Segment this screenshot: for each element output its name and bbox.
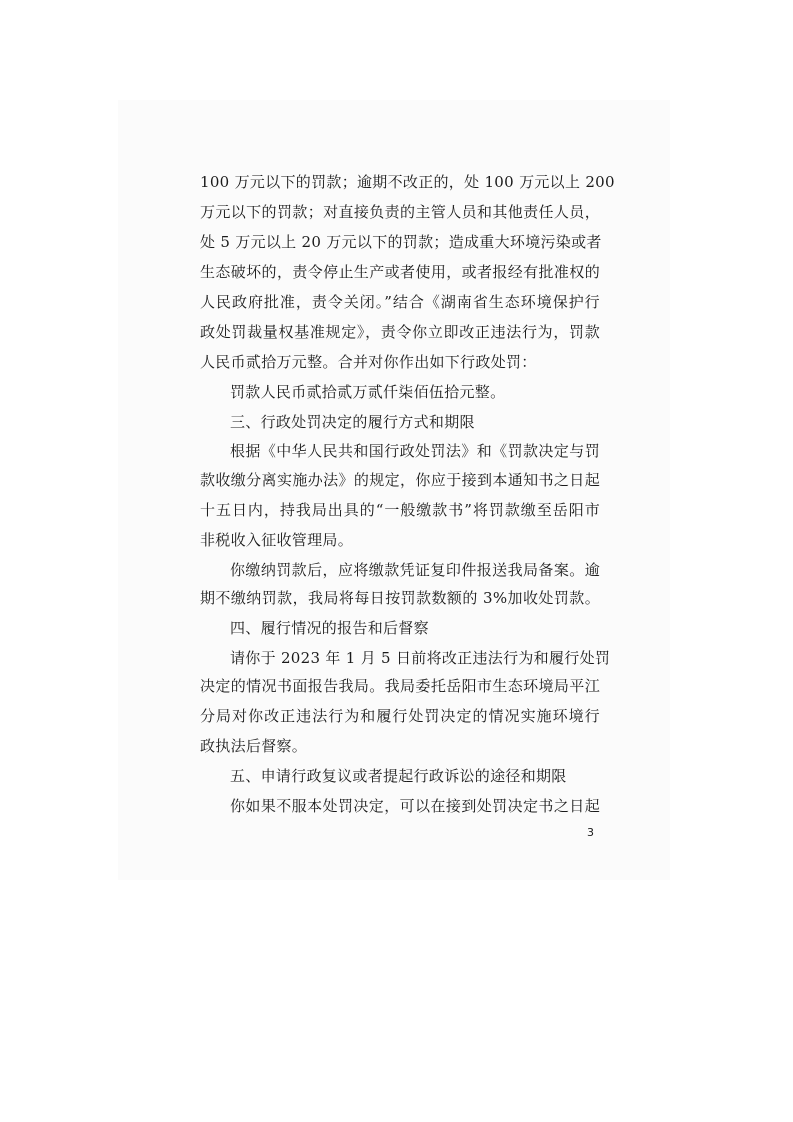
text-line-7: 人民币贰拾万元整。合并对你作出如下行政处罚： <box>200 353 537 371</box>
section-heading-5: 五、申请行政复议或者提起行政诉讼的途径和期限 <box>230 767 567 785</box>
section-heading-4: 四、履行情况的报告和后督察 <box>230 619 429 637</box>
text-line-2: 万元以下的罚款；对直接负责的主管人员和其他责任人员， <box>200 203 600 221</box>
text-line-1: 100 万元以下的罚款；逾期不改正的，处 100 万元以上 200 <box>200 173 615 191</box>
section-heading-3: 三、行政处罚决定的履行方式和期限 <box>230 413 475 431</box>
text-line-18: 决定的情况书面报告我局。我局委托岳阳市生态环境局平江 <box>200 677 600 695</box>
text-line-10: 根据《中华人民共和国行政处罚法》和《罚款决定与罚 <box>230 442 600 460</box>
text-line-12: 十五日内，持我局出具的“一般缴款书”将罚款缴至岳阳市 <box>200 501 600 519</box>
page-number: 3 <box>587 826 594 839</box>
text-line-6: 政处罚裁量权基准规定》，责令你立即改正违法行为，罚款 <box>200 323 600 341</box>
text-line-22: 你如果不服本处罚决定，可以在接到处罚决定书之日起 <box>230 797 600 815</box>
text-line-8: 罚款人民币贰拾贰万贰仟柒佰伍拾元整。 <box>230 383 506 401</box>
text-line-17: 请你于 2023 年 1 月 5 日前将改正违法行为和履行处罚 <box>230 649 611 667</box>
text-line-15: 期不缴纳罚款，我局将每日按罚款数额的 3%加收处罚款。 <box>200 589 600 607</box>
text-line-20: 政执法后督察。 <box>200 737 308 755</box>
text-line-4: 生态破坏的，责令停止生产或者使用，或者报经有批准权的 <box>200 263 600 281</box>
text-line-19: 分局对你改正违法行为和履行处罚决定的情况实施环境行 <box>200 707 600 725</box>
text-line-11: 款收缴分离实施办法》的规定，你应于接到本通知书之日起 <box>200 471 600 489</box>
text-line-13: 非税收入征收管理局。 <box>200 531 354 549</box>
text-line-3: 处 5 万元以上 20 万元以下的罚款；造成重大环境污染或者 <box>200 233 602 251</box>
text-line-5: 人民政府批准，责令关闭。”结合《湖南省生态环境保护行 <box>200 293 600 311</box>
text-line-14: 你缴纳罚款后，应将缴款凭证复印件报送我局备案。逾 <box>230 561 600 579</box>
